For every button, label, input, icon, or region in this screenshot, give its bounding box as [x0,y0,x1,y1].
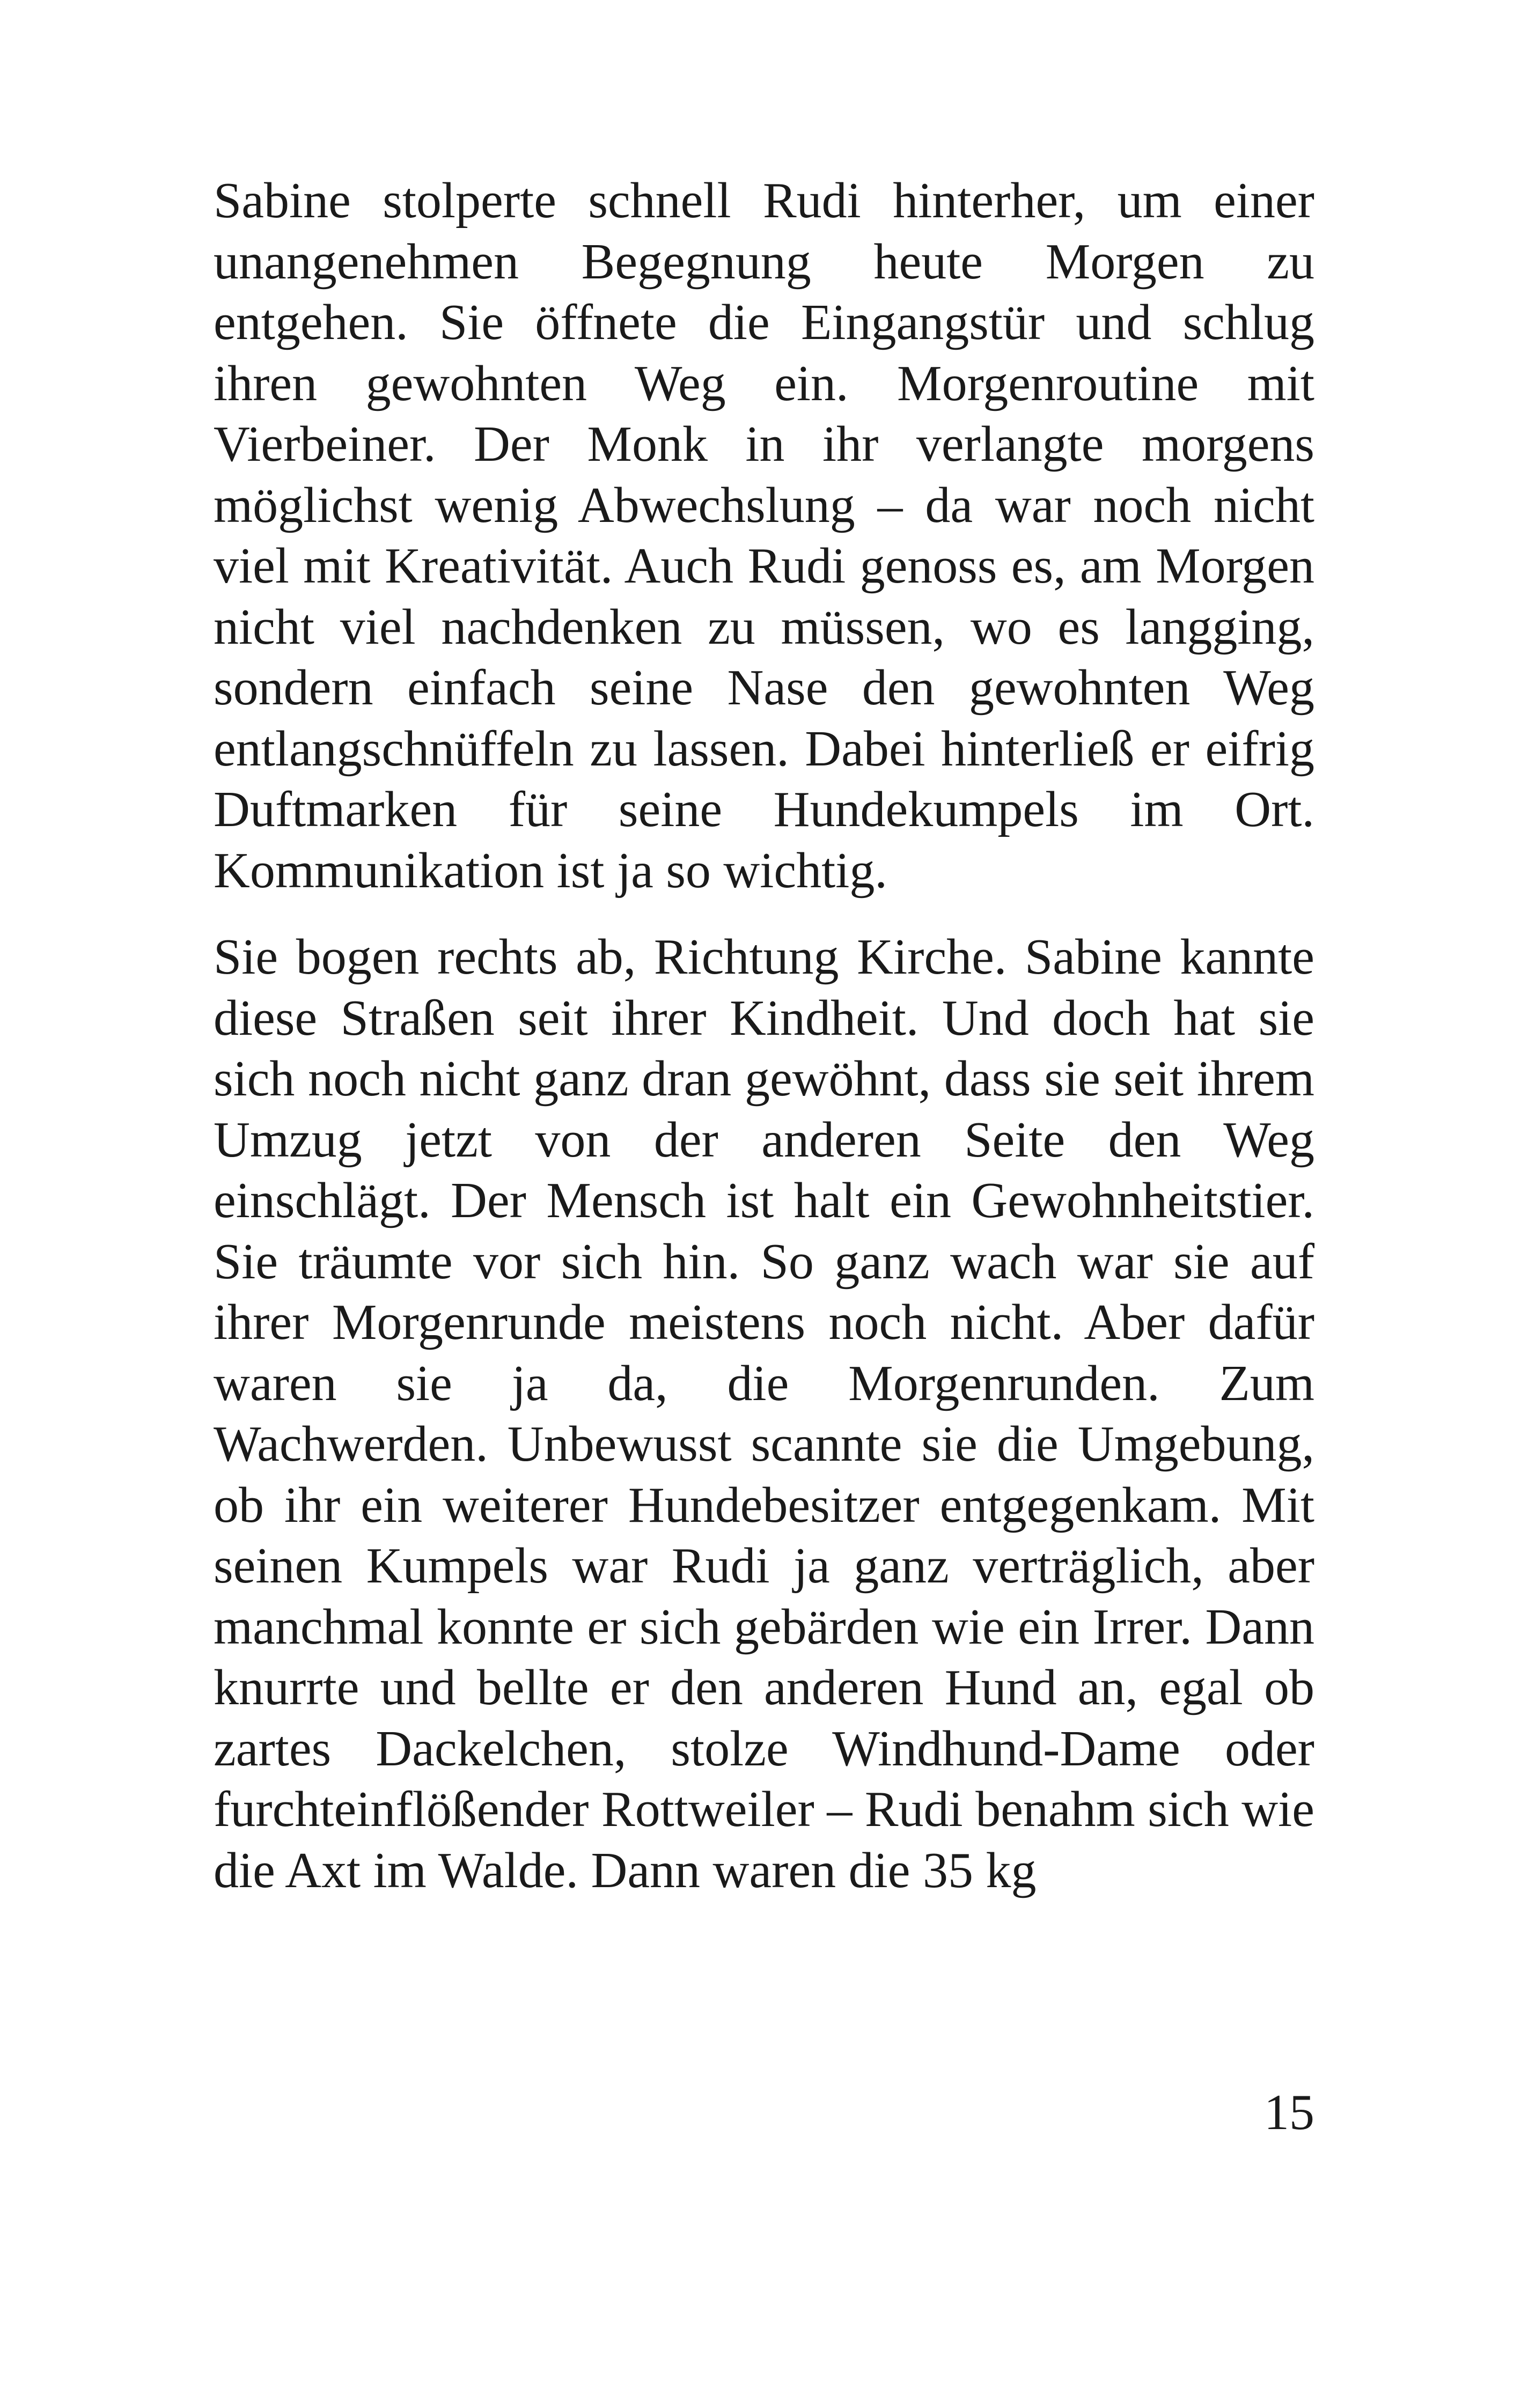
paragraph-2: Sie bogen rechts ab, Richtung Kirche. Sabine kannte diese Straßen seit ihrer Kindheit. Und doch hat sie sich noch nicht ganz dran gewöhnt, dass sie seit ihrem Umzug jetzt von der anderen Seite den Weg einschlägt. Der Mensch ist halt ein Gewohnheitstier. Sie träumte vor sich hin. So ganz wach war sie auf ihrer Morgenrunde meistens noch nicht. Aber dafür waren sie ja da, die Morgenrunden. Zum Wachwerden. Unbewusst scannte sie die Umgebung, ob ihr ein weiterer Hundebesitzer entgegenkam. Mit seinen Kumpels war Rudi ja ganz verträglich, aber manchmal konnte er sich gebärden wie ein Irrer. Dann knurrte und bellte er den anderen Hund an, egal ob zartes Dackelchen, stolze Windhund-Dame oder furchteinflößender Rottweiler – Rudi benahm sich wie die Axt im Walde. Dann waren die 35 kg [214,929,1314,1898]
page-number: 15 [1264,2085,1314,2140]
paragraph-1: Sabine stolperte schnell Rudi hinterher, um einer unangenehmen Begegnung heute Morgen zu entgehen. Sie öffnete die Eingangstür und schlug ihren gewohnten Weg ein. Morgenroutine mit Vierbeiner. Der Monk in ihr verlangte morgens möglichst wenig Abwechslung – da war noch nicht viel mit Kreativität. Auch Rudi genoss es, am Morgen nicht viel nachdenken zu müssen, wo es langging, sondern einfach seine Nase den gewohnten Weg entlangschnüffeln zu lassen. Dabei hinterließ er eifrig Duftmarken für seine Hundekumpels im Ort. Kommunikation ist ja so wichtig. [214,173,1314,899]
body-text [214,171,1314,1901]
